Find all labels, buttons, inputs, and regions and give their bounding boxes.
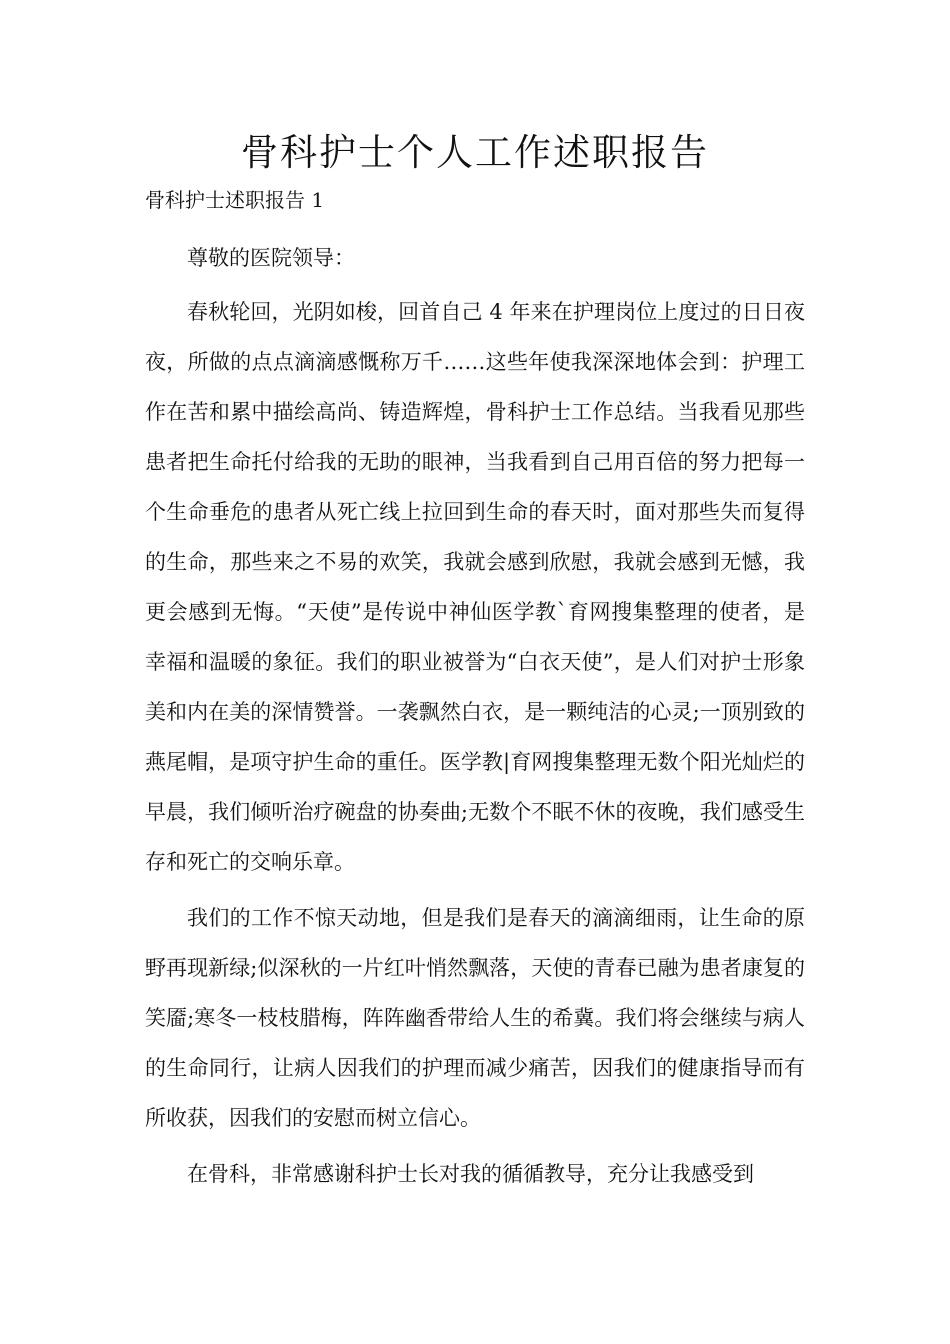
document-title: 骨科护士个人工作述职报告 bbox=[241, 131, 709, 174]
document-body bbox=[145, 233, 805, 1199]
body-paragraph-2: 我们的工作不惊天动地，但是我们是春天的滴滴细雨，让生命的原野再现新绿;似深秋的一片红叶悄然飘落，天使的青春已融为患者康复的笑靥;寒冬一枝枝腊梅，阵阵幽香带给人生的希冀。我们将会继续与病人的生命同行，让病人因我们的护理而减少痛苦，因我们的健康指导而有所收获，因我们的安慰而树立信心。 bbox=[145, 906, 805, 1130]
salutation: 尊敬的医院领导： bbox=[187, 246, 355, 270]
report-subtitle: 骨科护士述职报告 1 bbox=[145, 188, 325, 212]
body-paragraph-3: 在骨科，非常感谢科护士长对我的循循教导，充分让我感受到 bbox=[187, 1162, 754, 1186]
body-paragraph-1: 春秋轮回，光阴如梭，回首自己 4 年来在护理岗位上度过的日日夜夜，所做的点点滴滴感慨称万千……这些年使我深深地体会到：护理工作在苦和累中描绘高尚、铸造辉煌，骨科护士工作总结。当我看见那些患者把生命托付给我的无助的眼神，当我看到自己用百倍的努力把每一个生命垂危的患者从死亡线上拉回到生命的春天时，面对那些失而复得的生命，那些来之不易的欢笑，我就会感到欣慰，我就会感到无憾，我更会感到无悔。“天使”是传说中神仙医学教`育网搜集整理的使者，是幸福和温暖的象征。我们的职业被誉为“白衣天使”，是人们对护士形象美和内在美的深情赞誉。一袭飘然白衣，是一颗纯洁的心灵;一顶别致的燕尾帽，是项守护生命的重任。医学教|育网搜集整理无数个阳光灿烂的早晨，我们倾听治疗碗盘的协奏曲;无数个不眠不休的夜晚，我们感受生存和死亡的交响乐章。 bbox=[145, 300, 805, 874]
